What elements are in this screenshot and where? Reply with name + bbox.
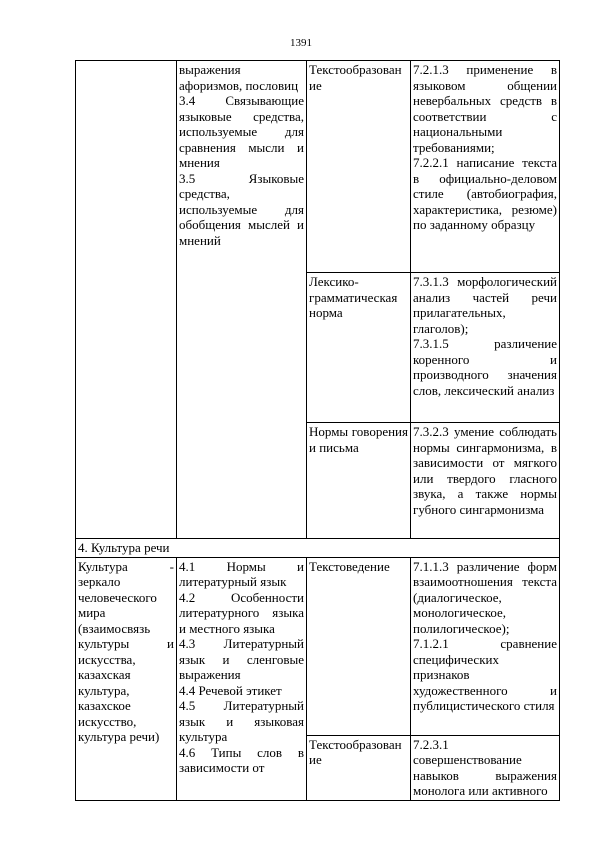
- goal-item: 7.1.1.3 различение форм взаимоотношения текста (диалогическое, монологическое, полилогическое);: [413, 558, 557, 636]
- goal-item: 7.3.2.3 умение соблюдать нормы сингармонизма, в зависимости от мягкого или твердого гласного звука, а также нормы губного сингармонизма: [413, 424, 557, 517]
- topic-cell: Лексико-грамматическая норма: [307, 273, 411, 423]
- goals-cell: [411, 61, 560, 273]
- subtopics-cell: [177, 557, 307, 800]
- goal-item: 7.3.1.5 различение коренного и производного значения слов, лексический анализ: [413, 336, 557, 398]
- goal-item: 7.3.1.3 морфологический анализ частей речи прилагательных, глаголов);: [413, 274, 557, 336]
- subtopic-item: 4.6 Типы слов в зависимости от: [179, 744, 304, 775]
- goals-cell: [411, 423, 560, 539]
- subtopic-item: 4.1 Нормы и литературный язык: [179, 558, 304, 589]
- goals-cell: [411, 557, 560, 735]
- subtopic-item: 4.3 Литературный язык и сленговые выражения: [179, 636, 304, 682]
- goals-cell: [411, 735, 560, 800]
- subtopics-cell: [177, 61, 307, 539]
- theme-cell-empty: [76, 61, 177, 539]
- section-row: [76, 539, 560, 558]
- theme-cell: Культура - зеркало человеческого мира (взаимосвязь культуры и искусства, казахская культура, казахское искусство, культура речи): [76, 557, 177, 800]
- goal-item: 7.1.2.1 сравнение специфических признаков художественного и публицистического стиля: [413, 636, 557, 713]
- curriculum-table: [75, 60, 560, 801]
- subtopic-item: 3.5 Языковые средства, используемые для обобщения мыслей и мнений: [179, 170, 304, 248]
- subtopic-item: 4.2 Особенности литературного языка и местного языка: [179, 589, 304, 636]
- table-row: [76, 557, 560, 735]
- topic-cell: Текстообразование: [307, 61, 411, 273]
- goal-item: 7.2.1.3 применение в языковом общении невербальных средств в соответствии с национальными требованиями;: [413, 62, 557, 155]
- topic-cell: Нормы говорения и письма: [307, 423, 411, 539]
- subtopic-item: выражения афоризмов, пословиц: [179, 62, 299, 93]
- goal-item: 7.2.2.1 написание текста в официально-деловом стиле (автобиография, характеристика, резюме) по заданному образцу: [413, 155, 557, 232]
- subtopic-item: 4.4 Речевой этикет: [179, 682, 282, 698]
- table-row: [76, 61, 560, 273]
- subtopic-item: 3.4 Связывающие языковые средства, используемые для сравнения мысли и мнения: [179, 93, 304, 170]
- section-title: 4. Культура речи: [76, 539, 560, 558]
- subtopic-item: 4.5 Литературный язык и языковая культура: [179, 698, 304, 744]
- topic-cell: Текстообразование: [307, 735, 411, 800]
- topic-cell: Текстоведение: [307, 557, 411, 735]
- page-number: 1391: [290, 37, 312, 49]
- goals-cell: [411, 273, 560, 423]
- goal-item: 7.2.3.1 совершенствование навыков выражения монолога или активного: [413, 736, 557, 798]
